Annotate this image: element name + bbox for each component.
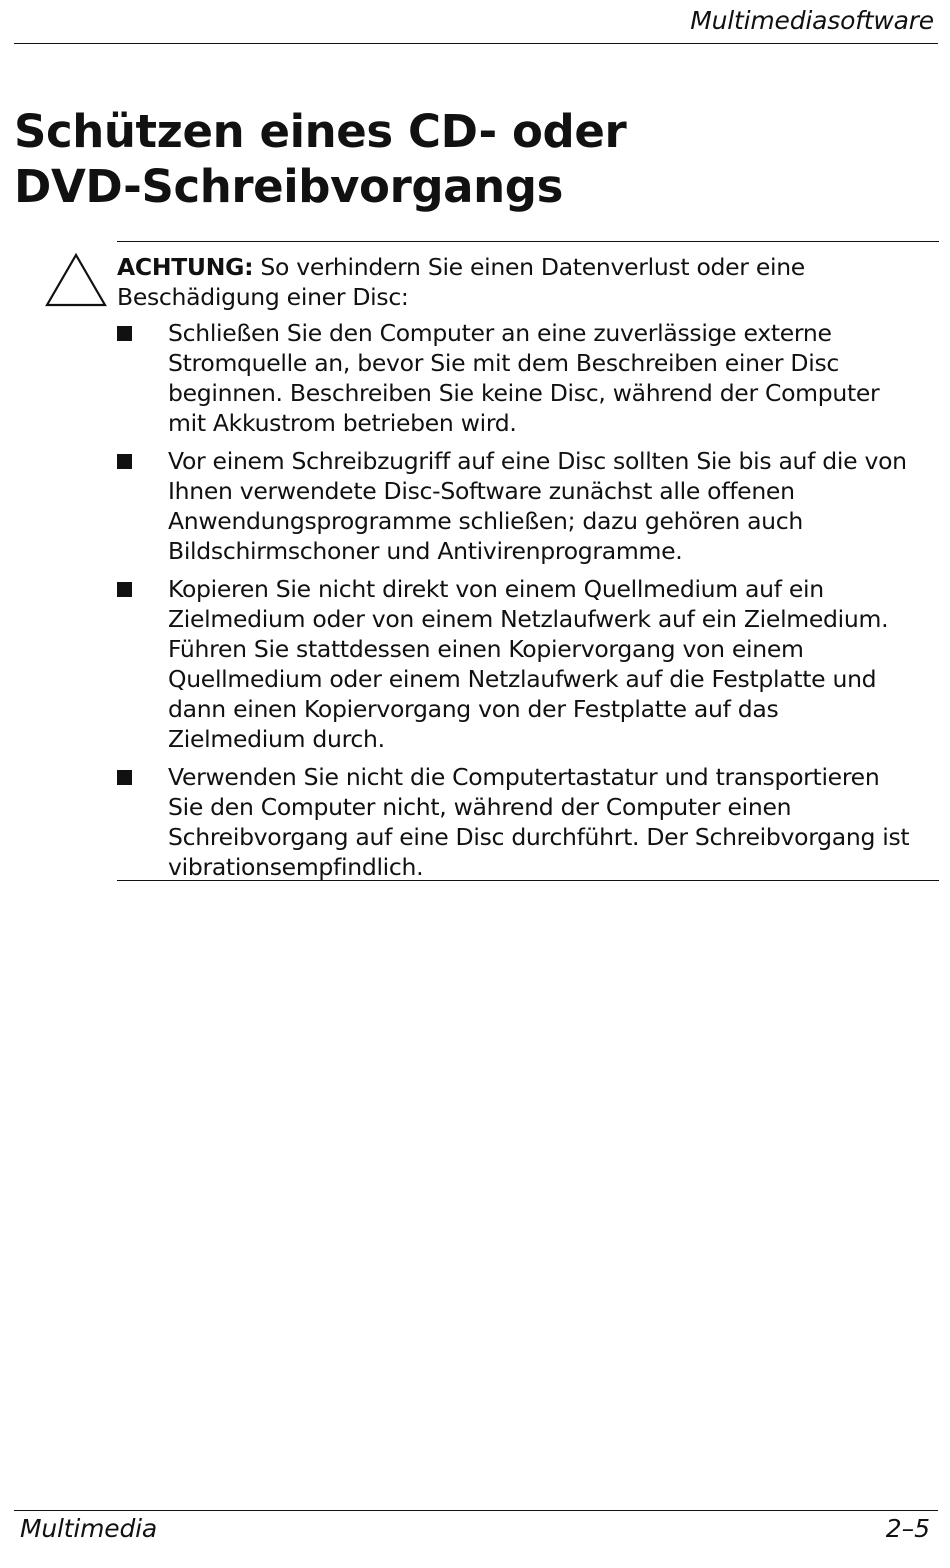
list-item — [117, 446, 917, 566]
caution-intro — [117, 252, 917, 312]
section-title-line-2: DVD-Schreibvorgangs — [14, 160, 563, 213]
square-bullet-icon — [117, 582, 132, 597]
section-title — [14, 104, 914, 214]
caution-top-rule — [117, 241, 939, 242]
footer-rule — [14, 1510, 938, 1511]
list-item-text: Verwenden Sie nicht die Computertastatur und transportieren Sie den Computer nicht, während der Computer einen Schreibvorgang auf eine Disc durchführt. Der Schreibvorgang ist vibrationsempfindlich. — [168, 763, 910, 881]
list-item — [117, 318, 917, 438]
square-bullet-icon — [117, 770, 132, 785]
caution-notice — [117, 252, 917, 890]
section-title-line-1: Schützen eines CD- oder — [14, 105, 627, 158]
list-item-text: Schließen Sie den Computer an eine zuverlässige externe Stromquelle an, bevor Sie mit dem Beschreiben einer Disc beginnen. Beschreiben Sie keine Disc, während der Computer mit Akkustrom betrieben wird. — [168, 319, 880, 437]
caution-bottom-rule — [117, 880, 939, 881]
list-item — [117, 762, 917, 882]
square-bullet-icon — [117, 326, 132, 341]
square-bullet-icon — [117, 454, 132, 469]
list-item-text: Vor einem Schreibzugriff auf eine Disc sollten Sie bis auf die von Ihnen verwendete Disc-Software zunächst alle offenen Anwendungsprogramme schließen; dazu gehören auch Bildschirmschoner und Antivirenprogramme. — [168, 447, 907, 565]
caution-list — [117, 318, 917, 882]
caution-label: ACHTUNG: — [117, 253, 254, 281]
warning-triangle-icon — [44, 252, 108, 308]
caution-intro-text: So verhindern Sie einen Datenverlust oder eine Beschädigung einer Disc: — [117, 253, 805, 311]
header-rule — [14, 43, 938, 44]
running-header-title: Multimediasoftware — [690, 6, 934, 35]
list-item — [117, 574, 917, 754]
page-number: 2–5 — [885, 1514, 930, 1543]
footer-chapter: Multimedia — [20, 1514, 157, 1543]
list-item-text: Kopieren Sie nicht direkt von einem Quellmedium auf ein Zielmedium oder von einem Netzlaufwerk auf ein Zielmedium. Führen Sie stattdessen einen Kopiervorgang von einem Quellmedium oder einem Netzlaufwerk auf die Festplatte und dann einen Kopiervorgang von der Festplatte auf das Zielmedium durch. — [168, 575, 889, 753]
